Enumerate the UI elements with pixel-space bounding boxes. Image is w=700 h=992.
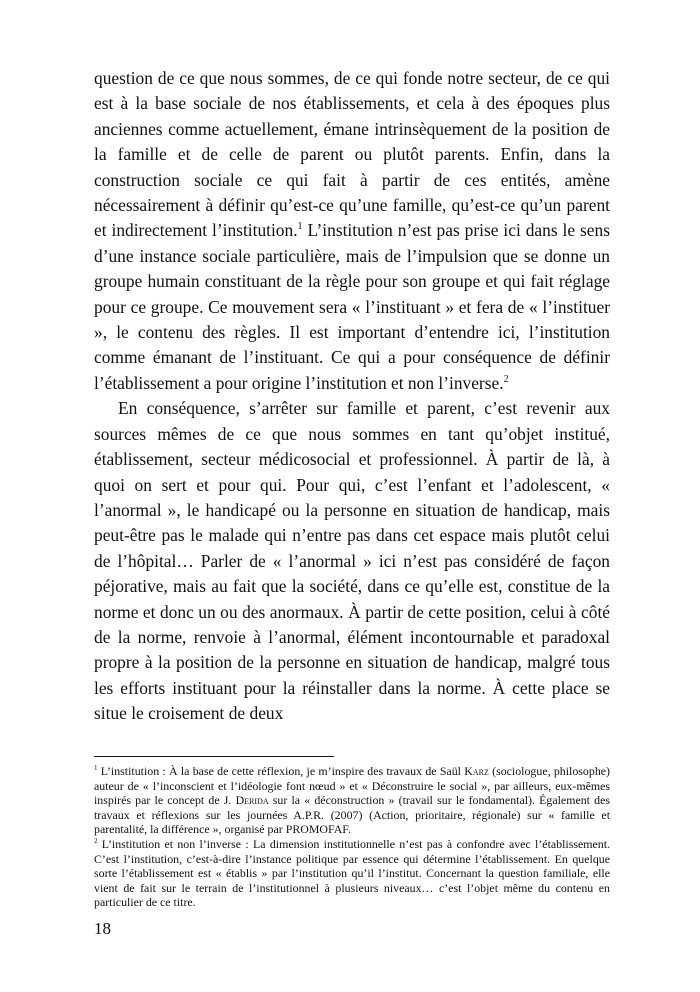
footnote-ref-1: 1 [297,221,303,233]
author-derida: Derida [235,793,269,808]
footnote-1-number: 1 [94,764,98,773]
footnote-2-text: L’institution et non l’inverse : La dimension institutionnelle n’est pas à confondre avec l’établissement. C’est l’institution, c’est-à-dire l’instance politique par essence qui détermine l’établissement. En quelque sorte l’établissement est « établis » par l’institution qu’il l’institut. Concernant la question familiale, elle vient de fait sur le terrain de l’institutionnel à plusieurs niveaux… c’est l’objet même du contenu en particulier de ce titre. [94,836,610,910]
page-number: 18 [94,919,111,938]
footnote-1 [94,764,610,837]
main-text [94,66,610,727]
footnote-separator [94,756,334,757]
footnote-1-text-c: sur la « déconstruction » (travail sur le fondamental). Également des travaux et réflexions sur les journées A.P.R. (2007) (Action, prioritaire, régionale) sur « famille et parentalité, la différence », organisé par PROMOFAF. [94,793,610,837]
author-karz: Karz [464,764,489,778]
paragraph-1-part-b: L’institution n’est pas prise ici dans le sens d’une instance sociale particulière, mais de l’impulsion que se donne un groupe humain constituant de la règle pour son groupe et qui fait réglage pour ce groupe. Ce mouvement sera « l’instituant » et fera de « l’instituer », le contenu des règles. Il est important d’entendre ici, l’institution comme émanant de l’instituant. Ce qui a pour conséquence de définir l’établissement a pour origine l’institution et non l’inverse. [94,220,610,393]
footnotes [94,764,610,910]
footnote-2 [94,837,610,910]
footnote-1-text-a: L’institution : À la base de cette réflexion, je m’inspire des travaux de Saül [97,764,465,778]
footnote-2-number: 2 [94,837,98,845]
paragraph-2: En conséquence, s’arrêter sur famille et parent, c’est revenir aux sources mêmes de ce que nous sommes en tant qu’objet institué, établissement, secteur médicosocial et professionnel. À partir de là, à quoi on sert et pour qui. Pour qui, c’est l’enfant et l’adolescent, « l’anormal », le handicapé ou la personne en situation de handicap, mais peut-être pas le malade qui n’entre pas dans cet espace mais plutôt celui de l’hôpital… Parler de « l’anormal » ici n’est pas considéré de façon péjorative, mais au fait que la société, dans ce qu’elle est, constitue de la norme et donc un ou des anormaux. À partir de cette position, celui à côté de la norme, renvoie à l’anormal, élément incontournable et paradoxal propre à la position de la personne en situation de handicap, malgré tous les efforts instituant pour la réinstaller dans la norme. À cette place se situe le croisement de deux [94,398,610,724]
paragraph-1 [94,66,610,396]
footnote-ref-2: 2 [503,374,509,386]
paragraph-1-part-a: question de ce que nous sommes, de ce qui fonde notre secteur, de ce qui est à la base sociale de nos établissements, et cela à des époques plus anciennes comme actuellement, émane intrinsèquement de la position de la famille et de celle de parent ou plutôt parents. Enfin, dans la construction sociale ce qui fait à partir de ces entités, amène nécessairement à définir qu’est-ce qu’une famille, qu’est-ce qu’un parent et indirectement l’institution. [94,68,610,241]
page-body [94,66,610,727]
footnote-1-text-b: (sociologue, philosophe) auteur de « l’inconscient et l’idéologie font nœud » et « Déconstruire le social », par ailleurs, eux-mêmes inspirés par le concept de J. [94,764,610,808]
